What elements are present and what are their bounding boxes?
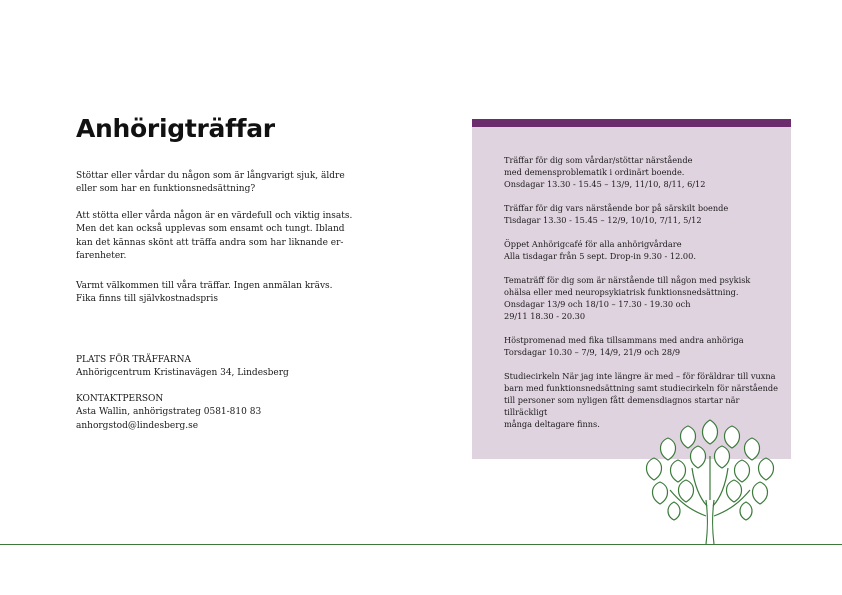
event-item	[504, 274, 784, 322]
page-title: Anhörigträffar	[76, 114, 275, 143]
event-line: Höstpromenad med fika tillsammans med andra anhöriga	[504, 335, 744, 345]
event-line: 29/11 18.30 - 20.30	[504, 311, 586, 321]
event-item	[504, 154, 784, 190]
location-address: Anhörigcentrum Kristinavägen 34, Lindesberg	[76, 368, 289, 379]
event-line: Alla tisdagar från 5 sept. Drop-in 9.30 - 12.00.	[504, 251, 696, 261]
event-line: Träffar för dig som vårdar/stöttar närstående	[504, 155, 693, 165]
event-line: Tisdagar 13.30 - 15.45 – 12/9, 10/10, 7/11, 5/12	[504, 215, 702, 225]
event-line: Studiecirkeln När jag inte längre är med – för föräldrar till vuxna	[504, 371, 776, 381]
contact-heading: KONTAKTPERSON	[76, 394, 164, 404]
text-line: Men det kan också upplevas som ensamt och tungt. Ibland	[76, 224, 345, 235]
event-line: Torsdagar 10.30 – 7/9, 14/9, 21/9 och 28/9	[504, 347, 681, 357]
event-line: ohälsa eller med neuropsykiatrisk funktionsnedsättning.	[504, 287, 739, 297]
text-line: Varmt välkommen till våra träffar. Ingen anmälan krävs.	[76, 281, 333, 291]
contact-name: Asta Wallin, anhörigstrateg 0581-810 83	[76, 407, 262, 418]
contact-email: anhorgstod@lindesberg.se	[76, 420, 199, 431]
intro-paragraph-3	[76, 280, 356, 307]
intro-paragraph-2	[76, 210, 356, 263]
events-list	[504, 154, 784, 442]
event-line: många deltagare finns.	[504, 419, 600, 429]
event-line: Träffar för dig vars närstående bor på särskilt boende	[504, 203, 729, 213]
text-line: eller som har en funktionsnedsättning?	[76, 184, 256, 195]
event-line: till personer som nyligen fått demensdiagnos startar när tillräckligt	[504, 395, 740, 417]
event-item	[504, 202, 784, 226]
text-line: Stöttar eller vårdar du någon som är långvarigt sjuk, äldre	[76, 171, 345, 181]
event-line: barn med funktionsnedsättning samt studiecirkeln för närstående	[504, 383, 778, 393]
text-line: kan det kännas skönt att träffa andra som har liknande er-	[76, 237, 344, 248]
panel-top-bar	[472, 119, 791, 127]
event-line: Tematräff för dig som är närstående till någon med psykisk	[504, 275, 751, 285]
event-line: med demensproblematik i ordinärt boende.	[504, 167, 685, 177]
text-line: farenheter.	[76, 250, 127, 261]
text-line: Att stötta eller vårda någon är en värdefull och viktig insats.	[76, 211, 353, 221]
event-line: Onsdagar 13.30 - 15.45 – 13/9, 11/10, 8/11, 6/12	[504, 179, 706, 189]
location-heading: PLATS FÖR TRÄFFARNA	[76, 355, 191, 365]
event-line: Onsdagar 13/9 och 18/10 – 17.30 - 19.30 och	[504, 299, 691, 309]
event-item	[504, 334, 784, 358]
text-line: Fika finns till självkostnadspris	[76, 294, 218, 305]
event-item	[504, 238, 784, 262]
location-block	[76, 354, 356, 381]
events-panel	[472, 119, 791, 459]
intro-paragraph-1	[76, 170, 356, 197]
event-line: Öppet Anhörigcafé för alla anhörigvårdare	[504, 239, 682, 249]
tree-logo-icon	[640, 416, 780, 546]
contact-block	[76, 393, 356, 433]
